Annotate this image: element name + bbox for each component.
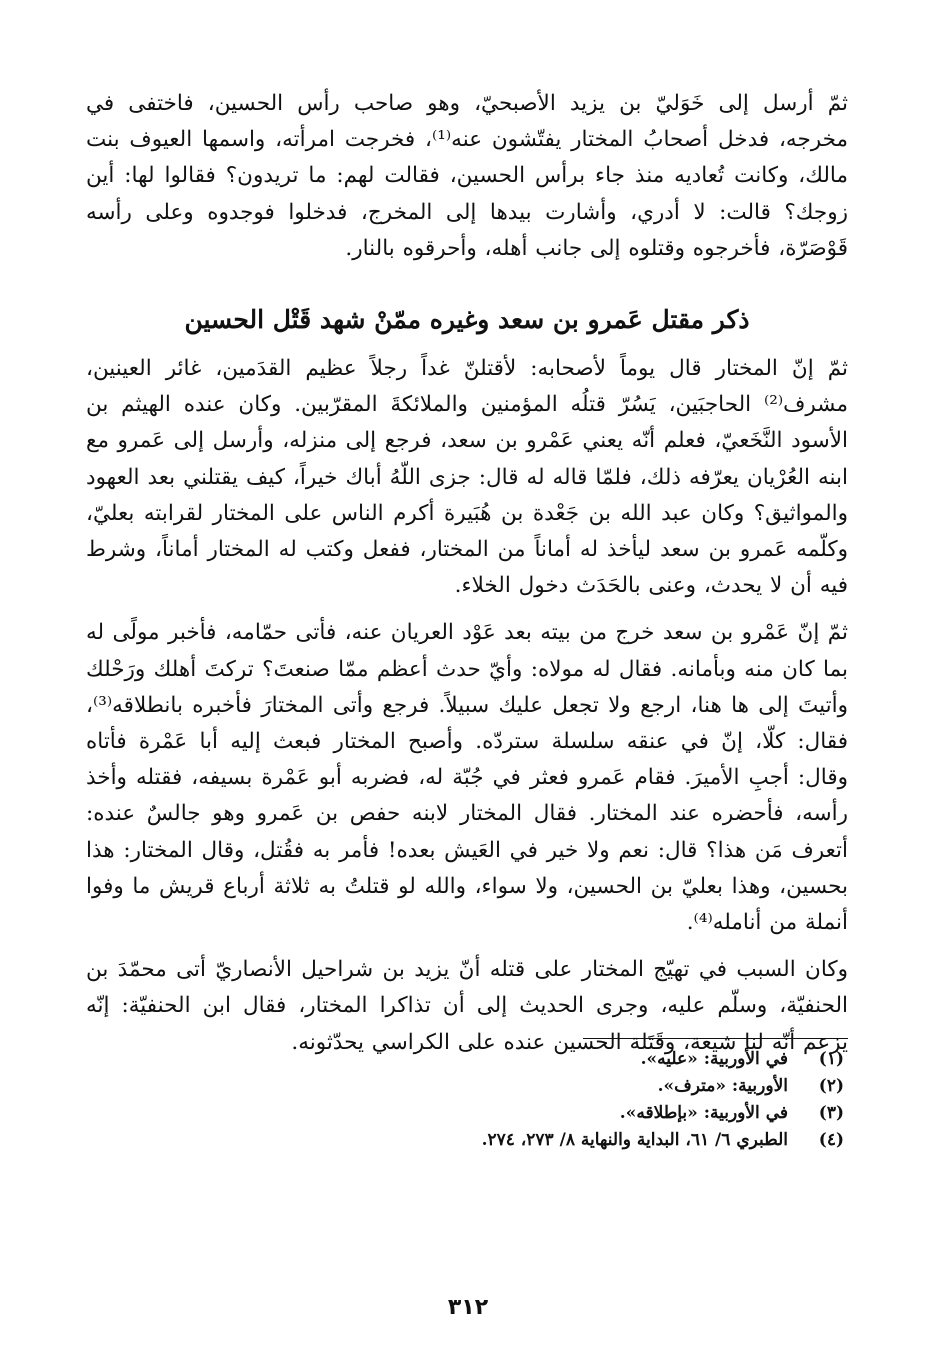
footnote-number: (٢) [818, 1076, 844, 1096]
page-number: ٣١٢ [447, 1295, 489, 1320]
footnotes [300, 1046, 844, 1154]
footnote-number: (٤) [818, 1130, 844, 1150]
footnote-text: الطبري ٦/ ٦١، البداية والنهاية ٨/ ٢٧٣، ٢٧٤. [481, 1130, 788, 1150]
footnote-separator [583, 1038, 848, 1039]
footnote-item [300, 1046, 844, 1073]
footnote-number: (١) [818, 1049, 844, 1069]
footnote-text: الأوربية: «مترف». [657, 1076, 788, 1096]
paragraph-4: وكان السبب في تهيّج المختار على قتله أنّ يزيد بن شراحيل الأنصاريّ أتى محمّدَ بن الحنفيّة، وسلّم عليه، وجرى الحديث إلى أن تذاكرا المختار، فقال ابن الحنفيّة: إنّه يزعم أنّه لنا شيعة، وقَتَلة الحسين عنده على الكراسي يحدّثونه. [86, 957, 848, 1055]
paragraph-2: ثمّ إنّ المختار قال يوماً لأصحابه: لأقتلنّ غداً رجلاً عظيم القدَمين، غائر العينين، مشرف⁽²⁾ الحاجبَين، يَسُرّ قتلُه المؤمنين والملائكةَ المقرّبين. وكان عنده الهيثم بن الأسود النَّخَعيّ، فعلم أنّه يعني عَمْرو بن سعد، فرجع إلى منزله، وأرسل إلى عَمرو مع ابنه العُرْيان يعرّفه ذلك، فلمّا قاله له قال: جزى اللّهُ أباك خيراً، كيف يقتلني بعد العهود والمواثيق؟ وكان عبد الله بن جَعْدة بن هُبَيرة أكرم الناس على المختار لقرابته بعليّ، وكلّمه عَمرو بن سعد ليأخذ له أماناً من المختار، ففعل وكتب له المختار أماناً، وشرط فيه أن لا يحدث، وعنى بالحَدَث دخول الخلاء. [86, 356, 848, 599]
paragraph-1: ثمّ أرسل إلى خَوَليّ بن يزيد الأصبحيّ، وهو صاحب رأس الحسين، فاختفى في مخرجه، فدخل أصحابُ المختار يفتّشون عنه⁽¹⁾، فخرجت امرأته، واسمها العيوف بنت مالك، وكانت تُعاديه منذ جاء برأس الحسين، فقالت لهم: ما تريدون؟ فقالوا لها: أين زوجك؟ قالت: لا أدري، وأشارت بيدها إلى المخرج، فدخلوا فوجدوه وعلى رأسه قَوْصَرّة، فأخرجوه وقتلوه إلى جانب أهله، وأحرقوه بالنار. [86, 91, 848, 261]
footnote-item [300, 1073, 844, 1100]
page-body [86, 86, 848, 1061]
footnote-item [300, 1127, 844, 1154]
footnote-number: (٣) [818, 1103, 844, 1123]
section-heading: ذكر مقتل عَمرو بن سعد وغيره ممّنْ شهد قَتْل الحسين [184, 305, 750, 335]
footnote-item [300, 1100, 844, 1127]
footnote-text: في الأوربية: «عليه». [640, 1049, 788, 1069]
paragraph-3: ثمّ إنّ عَمْرو بن سعد خرج من بيته بعد عَوْد العريان عنه، فأتى حمّامه، فأخبر مولًى له بما كان منه وبأمانه. فقال له مولاه: وأيّ حدث أعظم ممّا صنعتَ؟ تركتَ أهلك ورَحْلك وأتيتَ إلى ها هنا، ارجع ولا تجعل عليك سبيلاً. فرجع وأتى المختارَ فأخبره بانطلاقه⁽³⁾، فقال: كلّا، إنّ في عنقه سلسلة ستردّه. وأصبح المختار فبعث إليه أبا عَمْرة فأتاه وقال: أجبِ الأميرَ. فقام عَمرو فعثر في جُبّة له، فضربه أبو عَمْرة بسيفه، فقتله وأخذ رأسه، فأحضره عند المختار. فقال المختار لابنه حفص بن عَمرو وهو جالسٌ عنده: أتعرف مَن هذا؟ قال: نعم ولا خير في العَيش بعده! فأمر به فقُتل، وقال المختار: هذا بحسين، وهذا بعليّ بن الحسين، ولا سواء، والله لو قتلتُ به ثلاثة أرباع قريش ما وفوا أنملة من أنامله⁽⁴⁾. [86, 620, 848, 936]
footnote-text: في الأوربية: «بإطلاقه». [619, 1103, 788, 1123]
